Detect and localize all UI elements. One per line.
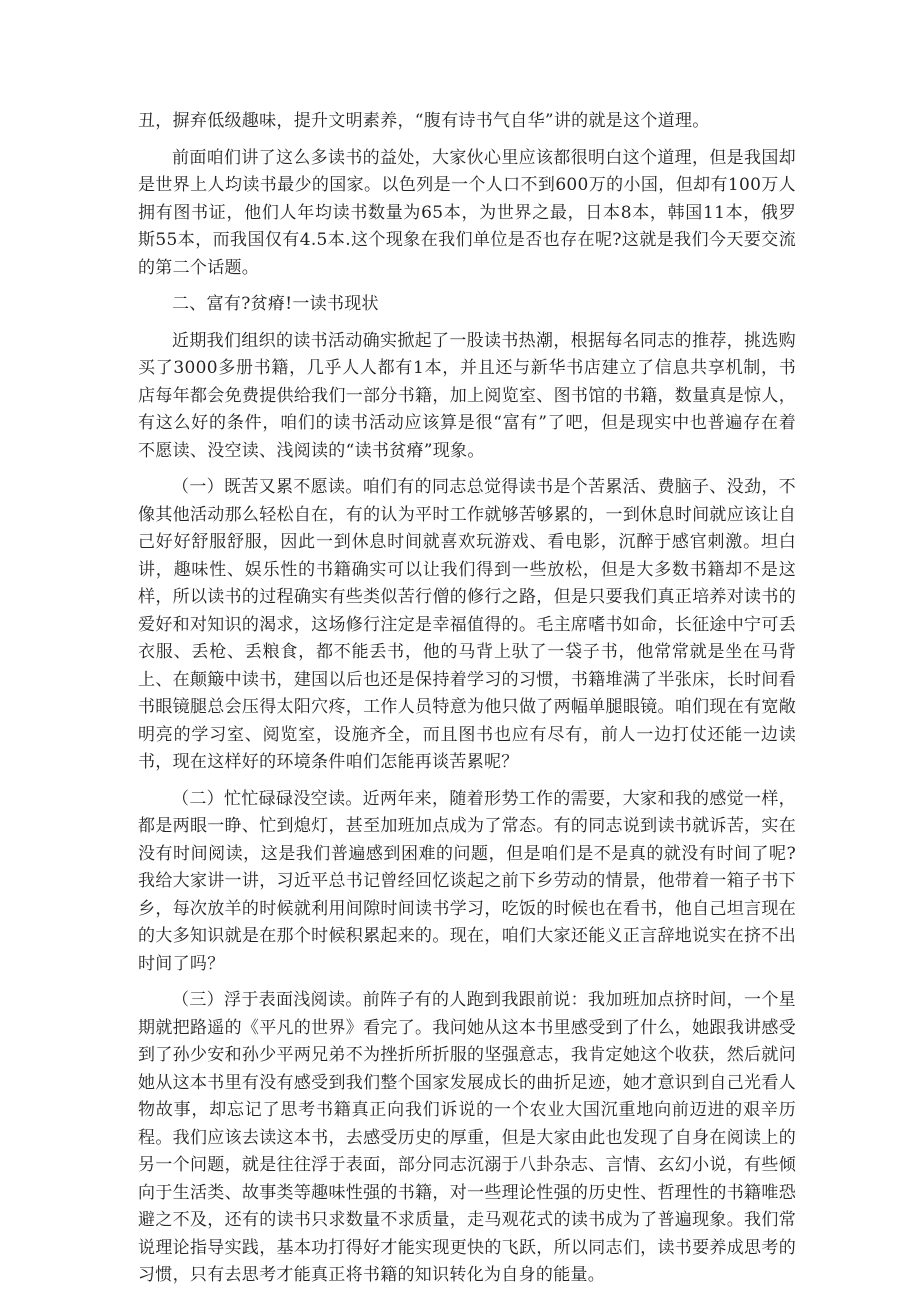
paragraph-point-two: （二）忙忙碌碌没空读。近两年来，随着形势工作的需要，大家和我的感觉一样，都是两眼一睁、忙到熄灯，甚至加班加点成为了常态。有的同志说到读书就诉苦，实在没有时间阅读，这是我们普遍感到困难的问题，但是咱们是不是真的就没有时间了呢?我给大家讲一讲，习近平总书记曾经回忆谈起之前下乡劳动的情景，他带着一箱子书下乡，每次放羊的时候就利用间隙时间读书学习，吃饭的时候也在看书，他自己坦言现在的大多知识就是在那个时候积累起来的。现在，咱们大家还能义正言辞地说实在挤不出时间了吗？: [138, 788, 796, 974]
document-page: [138, 108, 796, 1299]
paragraph-reading-activity: 近期我们组织的读书活动确实掀起了一股读书热潮，根据每名同志的推荐，挑选购买了3000多册书籍，几乎人人都有1本，并且还与新华书店建立了信息共享机制，书店每年都会免费提供给我们一部分书籍，加上阅览室、图书馆的书籍，数量真是惊人，有这么好的条件，咱们的读书活动应该算是很“富有”了吧，但是现实中也普遍存在着不愿读、没空读、浅阅读的“读书贫瘠”现象。: [138, 330, 796, 461]
paragraph-reading-statistics: 前面咱们讲了这么多读书的益处，大家伙心里应该都很明白这个道理，但是我国却是世界上人均读书最少的国家。以色列是一个人口不到600万的小国，但却有100万人拥有图书证，他们人年均读书数量为65本，为世界之最，日本8本，韩国11本，俄罗斯55本，而我国仅有4.5本.这个现象在我们单位是否也存在呢?这就是我们今天要交流的第二个话题。: [138, 147, 796, 278]
paragraph-intro-continuation: 丑，摒弃低级趣味，提升文明素养，“腹有诗书气自华”讲的就是这个道理。: [138, 111, 710, 131]
paragraph-point-one: （一）既苦又累不愿读。咱们有的同志总觉得读书是个苦累活、费脑子、没劲，不像其他活动那么轻松自在，有的认为平时工作就够苦够累的，一到休息时间就应该让自己好好舒服舒服，因此一到休息时间就喜欢玩游戏、看电影，沉醉于感官刺激。坦白讲，趣味性、娱乐性的书籍确实可以让我们得到一些放松，但是大多数书籍却不是这样，所以读书的过程确实有些类似苦行僧的修行之路，但是只要我们真正培养对读书的爱好和对知识的渴求，这场修行注定是幸福值得的。毛主席嗜书如命，长征途中宁可丢衣服、丢枪、丢粮食，都不能丢书，他的马背上驮了一袋子书，他常常就是坐在马背上、在颠簸中读书，建国以后也还是保持着学习的习惯，书籍堆满了半张床，长时间看书眼镜腿总会压得太阳穴疼，工作人员特意为他只做了两幅单腿眼镜。咱们现在有宽敞明亮的学习室、阅览室，设施齐全，而且图书也应有尽有，前人一边打仗还能一边读书，现在这样好的环境条件咱们怎能再谈苦累呢？: [138, 477, 796, 772]
section-heading-reading-status: 二、富有?贫瘠!一读书现状: [172, 294, 379, 314]
paragraph-point-three: （三）浮于表面浅阅读。前阵子有的人跑到我跟前说：我加班加点挤时间，一个星期就把路遥的《平凡的世界》看完了。我问她从这本书里感受到了什么，她跟我讲感受到了孙少安和孙少平两兄弟不为挫折所折服的坚强意志，我肯定她这个收获，然后就问她从这本书里有没有感受到我们整个国家发展成长的曲折足迹，她才意识到自己光看人物故事，却忘记了思考书籍真正向我们诉说的一个农业大国沉重地向前迈进的艰辛历程。我们应该去读这本书，去感受历史的厚重，但是大家由此也发现了自身在阅读上的另一个问题，就是往往浮于表面，部分同志沉溺于八卦杂志、言情、玄幻小说，有些倾向于生活类、故事类等趣味性强的书籍，对一些理论性强的历史性、哲理性的书籍唯恐避之不及，还有的读书只求数量不求质量，走马观花式的读书成为了普遍现象。我们常说理论指导实践，基本功打得好才能实现更快的飞跃，所以同志们，读书要养成思考的习惯，只有去思考才能真正将书籍的知识转化为自身的能量。: [138, 990, 796, 1285]
